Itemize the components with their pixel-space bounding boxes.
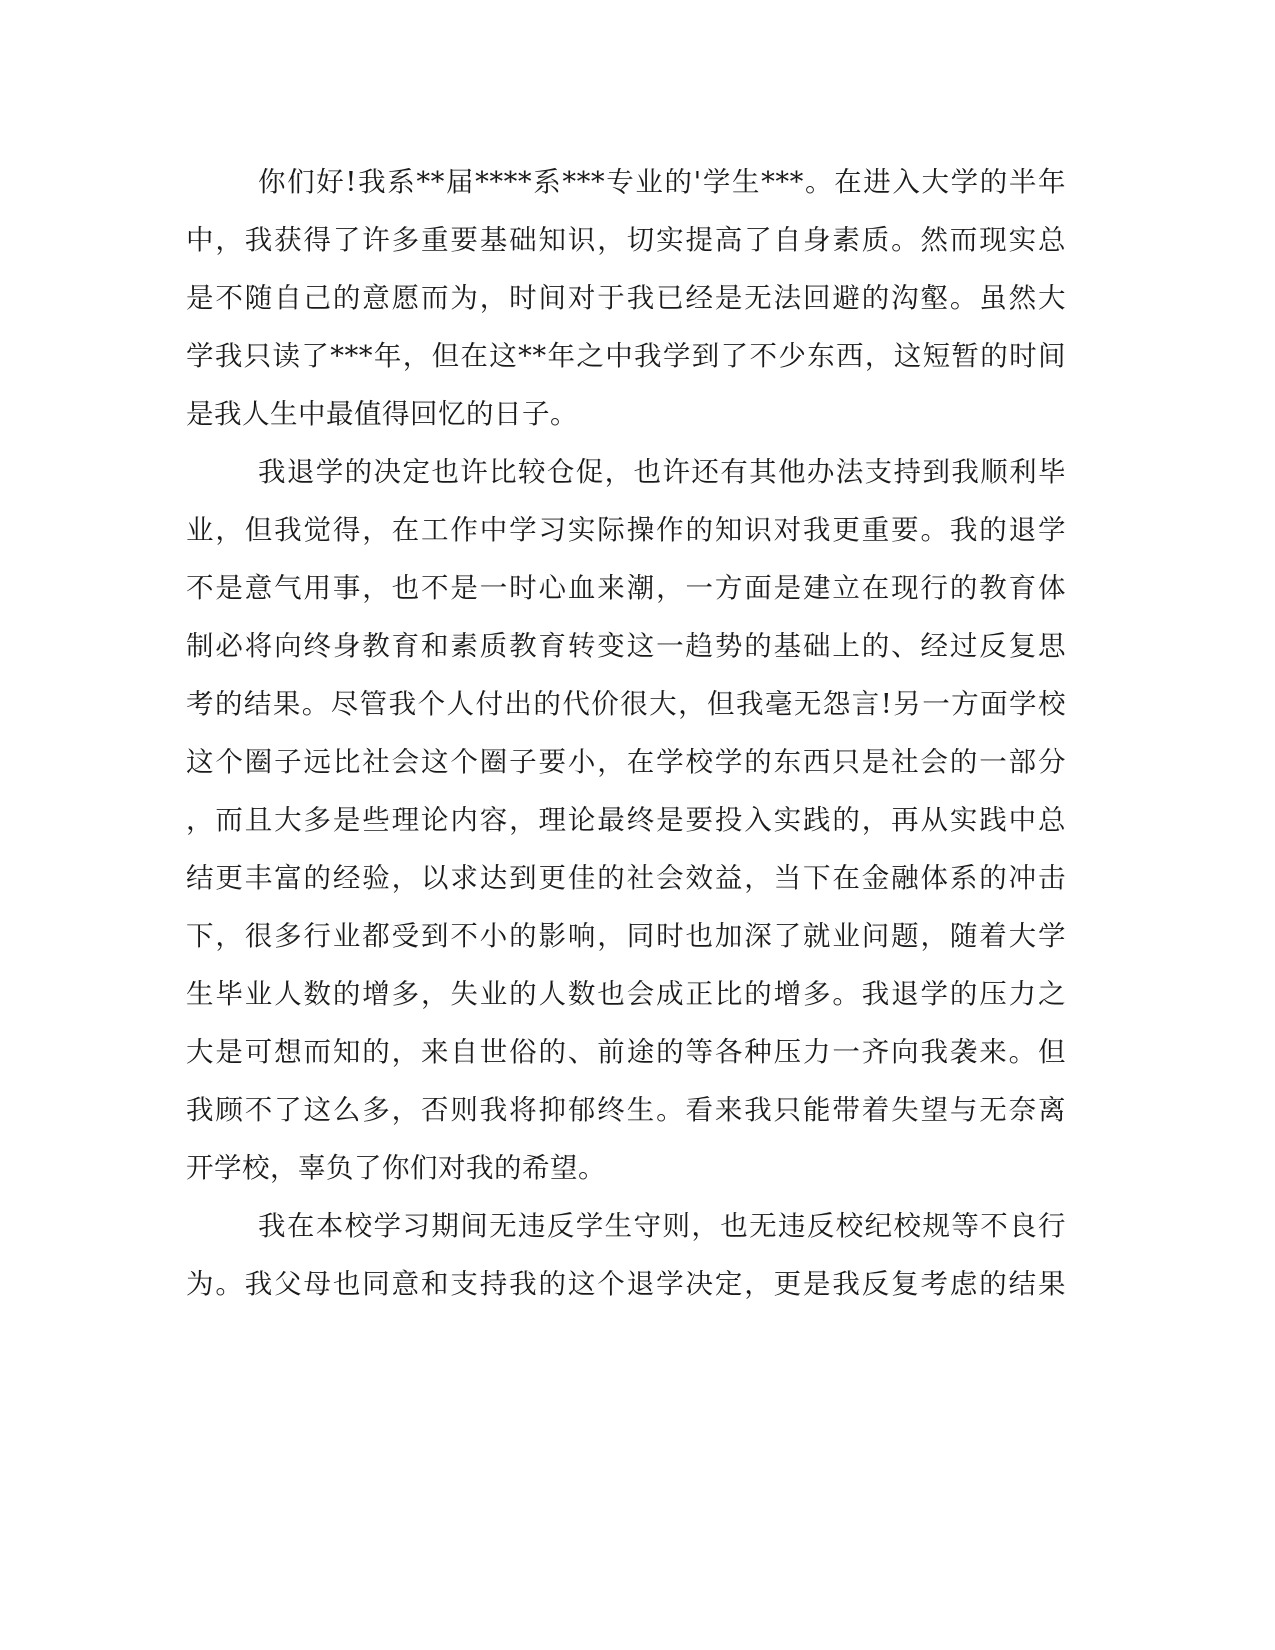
paragraph-2-line-2: 业，但我觉得，在工作中学习实际操作的知识对我更重要。我的退学 — [186, 514, 1066, 546]
paragraph-1-line-4: 学我只读了***年，但在这**年之中我学到了不少东西，这短暂的时间 — [186, 340, 1066, 372]
paragraph-2-line-10: 生毕业人数的增多，失业的人数也会成正比的增多。我退学的压力之 — [186, 978, 1066, 1010]
paragraph-3-line-1: 我在本校学习期间无违反学生守则，也无违反校纪校规等不良行 — [258, 1210, 1066, 1242]
paragraph-3-line-2: 为。我父母也同意和支持我的这个退学决定，更是我反复考虑的结果 — [186, 1268, 1066, 1300]
paragraph-2-line-12: 我顾不了这么多，否则我将抑郁终生。看来我只能带着失望与无奈离 — [186, 1094, 1066, 1126]
paragraph-2-line-3: 不是意气用事，也不是一时心血来潮，一方面是建立在现行的教育体 — [186, 572, 1066, 604]
paragraph-2-line-11: 大是可想而知的，来自世俗的、前途的等各种压力一齐向我袭来。但 — [186, 1036, 1066, 1068]
paragraph-2-line-7: ，而且大多是些理论内容，理论最终是要投入实践的，再从实践中总 — [186, 804, 1066, 836]
paragraph-1-line-3: 是不随自己的意愿而为，时间对于我已经是无法回避的沟壑。虽然大 — [186, 282, 1066, 314]
paragraph-1-line-2: 中，我获得了许多重要基础知识，切实提高了自身素质。然而现实总 — [186, 224, 1066, 256]
paragraph-2-line-9: 下，很多行业都受到不小的影响，同时也加深了就业问题，随着大学 — [186, 920, 1066, 952]
paragraph-2-line-1: 我退学的决定也许比较仓促，也许还有其他办法支持到我顺利毕 — [258, 456, 1066, 488]
paragraph-2-line-8: 结更丰富的经验，以求达到更佳的社会效益，当下在金融体系的冲击 — [186, 862, 1066, 894]
paragraph-1-line-5: 是我人生中最值得回忆的日子。 — [186, 398, 578, 430]
paragraph-2-line-6: 这个圈子远比社会这个圈子要小，在学校学的东西只是社会的一部分 — [186, 746, 1066, 778]
paragraph-2-line-4: 制必将向终身教育和素质教育转变这一趋势的基础上的、经过反复思 — [186, 630, 1066, 662]
paragraph-2-line-5: 考的结果。尽管我个人付出的代价很大，但我毫无怨言!另一方面学校 — [186, 688, 1066, 720]
paragraph-1-line-1: 你们好!我系**届****系***专业的'学生***。在进入大学的半年 — [258, 166, 1066, 198]
paragraph-2-line-13: 开学校，辜负了你们对我的希望。 — [186, 1152, 606, 1184]
